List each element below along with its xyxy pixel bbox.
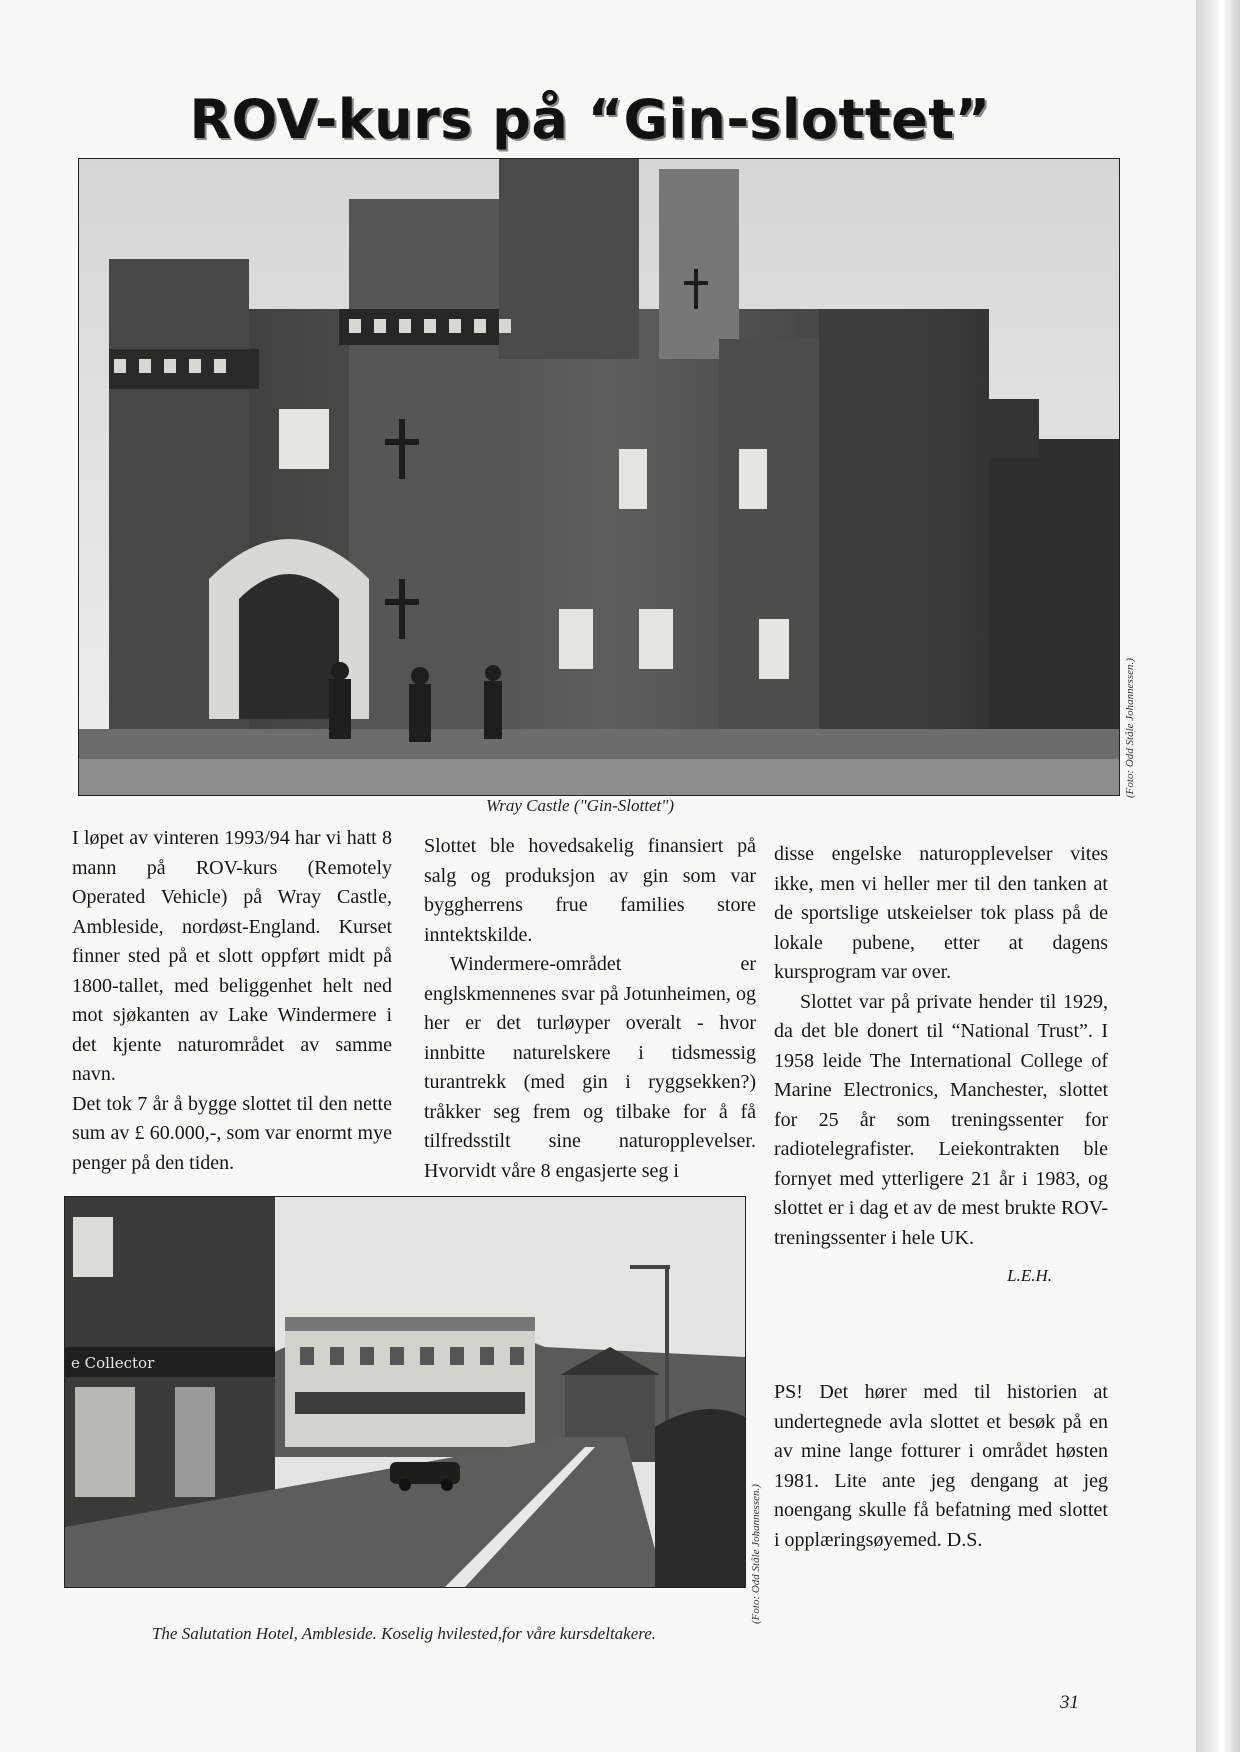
- text-column-1: [72, 824, 392, 1178]
- paragraph: Det tok 7 år å bygge slottet til den nette sum av £ 60.000,-, som var enormt mye penger på den tiden.: [72, 1092, 392, 1174]
- article-title: ROV-kurs på “Gin-slottet”: [189, 88, 991, 151]
- hotel-photo-credit: (Foto: Odd Ståle Johannessen.): [750, 1484, 762, 1624]
- street-illustration: [65, 1197, 745, 1587]
- castle-illustration: [79, 159, 1119, 795]
- paragraph: Slottet var på private hender til 1929, da det ble donert til “National Trust”. I 1958 leide The International College of Marine Electronics, Manchester, slottet for 25 år som treningssenter for radiotelegrafister. Leiekontrakten ble fornyet med ytterligere 21 år i 1983, og slottet er i dag et av de mest brukte ROV-treningssenter i hele UK.: [774, 990, 1108, 1249]
- page-number: 31: [1060, 1692, 1079, 1713]
- castle-photo: [78, 158, 1120, 796]
- shop-sign-text: e Collector: [71, 1354, 155, 1372]
- hotel-photo-caption: The Salutation Hotel, Ambleside. Koselig hvilested,for våre kursdeltakere.: [151, 1624, 657, 1643]
- main-photo-credit: (Foto: Odd Ståle Johannessen.): [1124, 658, 1136, 798]
- page-edge: [1196, 0, 1240, 1752]
- text-column-2: [424, 832, 756, 1186]
- paragraph: Slottet ble hovedsakelig finansiert på salg og produksjon av gin som var byggherrens frue families store inntektskilde.: [424, 835, 756, 946]
- text-column-3: [774, 840, 1108, 1291]
- hotel-photo: [64, 1196, 746, 1588]
- paragraph: disse engelske naturopplevelser vites ikke, men vi heller mer til den tanken at de sportslige utskeielser tok plass på de lokale pubene, etter at dagens kursprogram var over.: [774, 843, 1108, 983]
- author-signature: L.E.H.: [1007, 1266, 1052, 1285]
- paragraph: I løpet av vinteren 1993/94 har vi hatt 8 mann på ROV-kurs (Remotely Operated Vehicle) på Wray Castle, Ambleside, nordøst-England. Kurset finner sted på et slott oppført midt på 1800-tallet, med beliggenhet helt ned mot sjøkanten av Lake Windermere i det kjente naturområdet av samme navn.: [72, 827, 392, 1085]
- main-photo-caption: Wray Castle ("Gin-Slottet"): [485, 796, 675, 815]
- postscript-text: PS! Det hører med til historien at undertegnede avla slottet et besøk på en av mine lange fotturer i området høsten 1981. Lite ante jeg dengang at jeg noengang skulle få befatning med slottet i opplæringsøyemed. D.S.: [774, 1381, 1108, 1551]
- postscript: [774, 1378, 1108, 1555]
- paragraph: Windermere-området er englskmennenes svar på Jotunheimen, og her er det turløyper overalt - hvor innbitte naturelskere i tidsmessig turantrekk (med gin i ryggsekken?) tråkker seg frem og tilbake for å få tilfredsstilt sine naturopplevelser. Hvorvidt våre 8 engasjerte seg i: [424, 953, 756, 1182]
